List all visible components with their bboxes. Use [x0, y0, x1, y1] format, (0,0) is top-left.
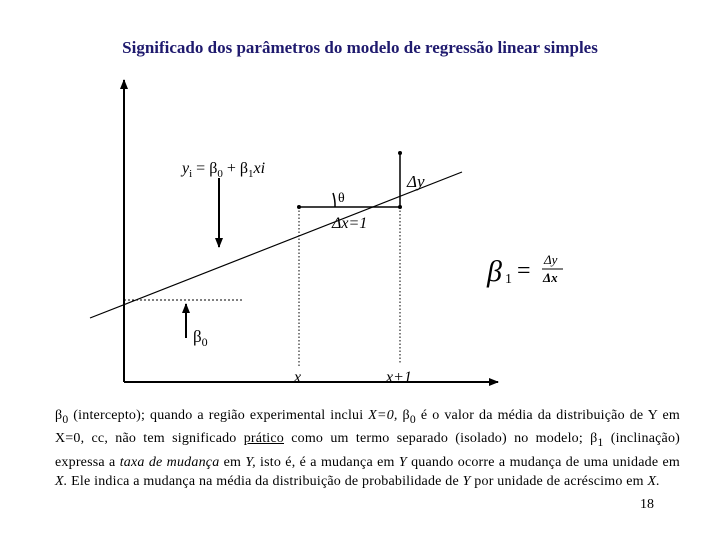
- slope-beta-sub: 1: [505, 272, 512, 287]
- slope-beta: β: [487, 255, 502, 288]
- point-line-top: [398, 151, 402, 155]
- regression-line: [90, 172, 462, 318]
- page-number: 18: [640, 497, 654, 512]
- theta-label: θ: [338, 191, 345, 206]
- slope-numerator: Δy: [544, 252, 558, 267]
- explanation-paragraph: $\beta_0$ (intercepto); quando a região experimental inclui X=0, $\beta_0$ é o valor da média da distribuição de Y em X=0, cc, não tem significado prático como um termo separado (isolado) no modelo; $\beta_1$ (inclinação) expressa a taxa de mudança em Y, isto é, é a mudança em Y quando ocorre a mudança de uma unidade em X. Ele indica a mudança na média da distribuição de probabilidade de Y por unidade de acréscimo em X.: [55, 408, 681, 490]
- delta-x-label: Δx=1: [332, 215, 368, 232]
- x-tick-label: x: [294, 369, 302, 386]
- point-x: [297, 205, 301, 209]
- slide-title: Significado dos parâmetros do modelo de regressão linear simples: [122, 38, 598, 57]
- regression-equation: $y_i = \beta_0 + \beta_1xi$: [182, 160, 266, 180]
- theta-arc: [333, 193, 335, 207]
- beta0-label: $\beta_0$: [193, 327, 208, 349]
- slope-formula: [486, 252, 563, 288]
- slope-denominator: Δx: [543, 270, 558, 285]
- slope-equals: =: [517, 258, 531, 284]
- delta-y-label: Δy: [407, 172, 425, 191]
- x-plus-1-tick-label: x+1: [386, 369, 412, 386]
